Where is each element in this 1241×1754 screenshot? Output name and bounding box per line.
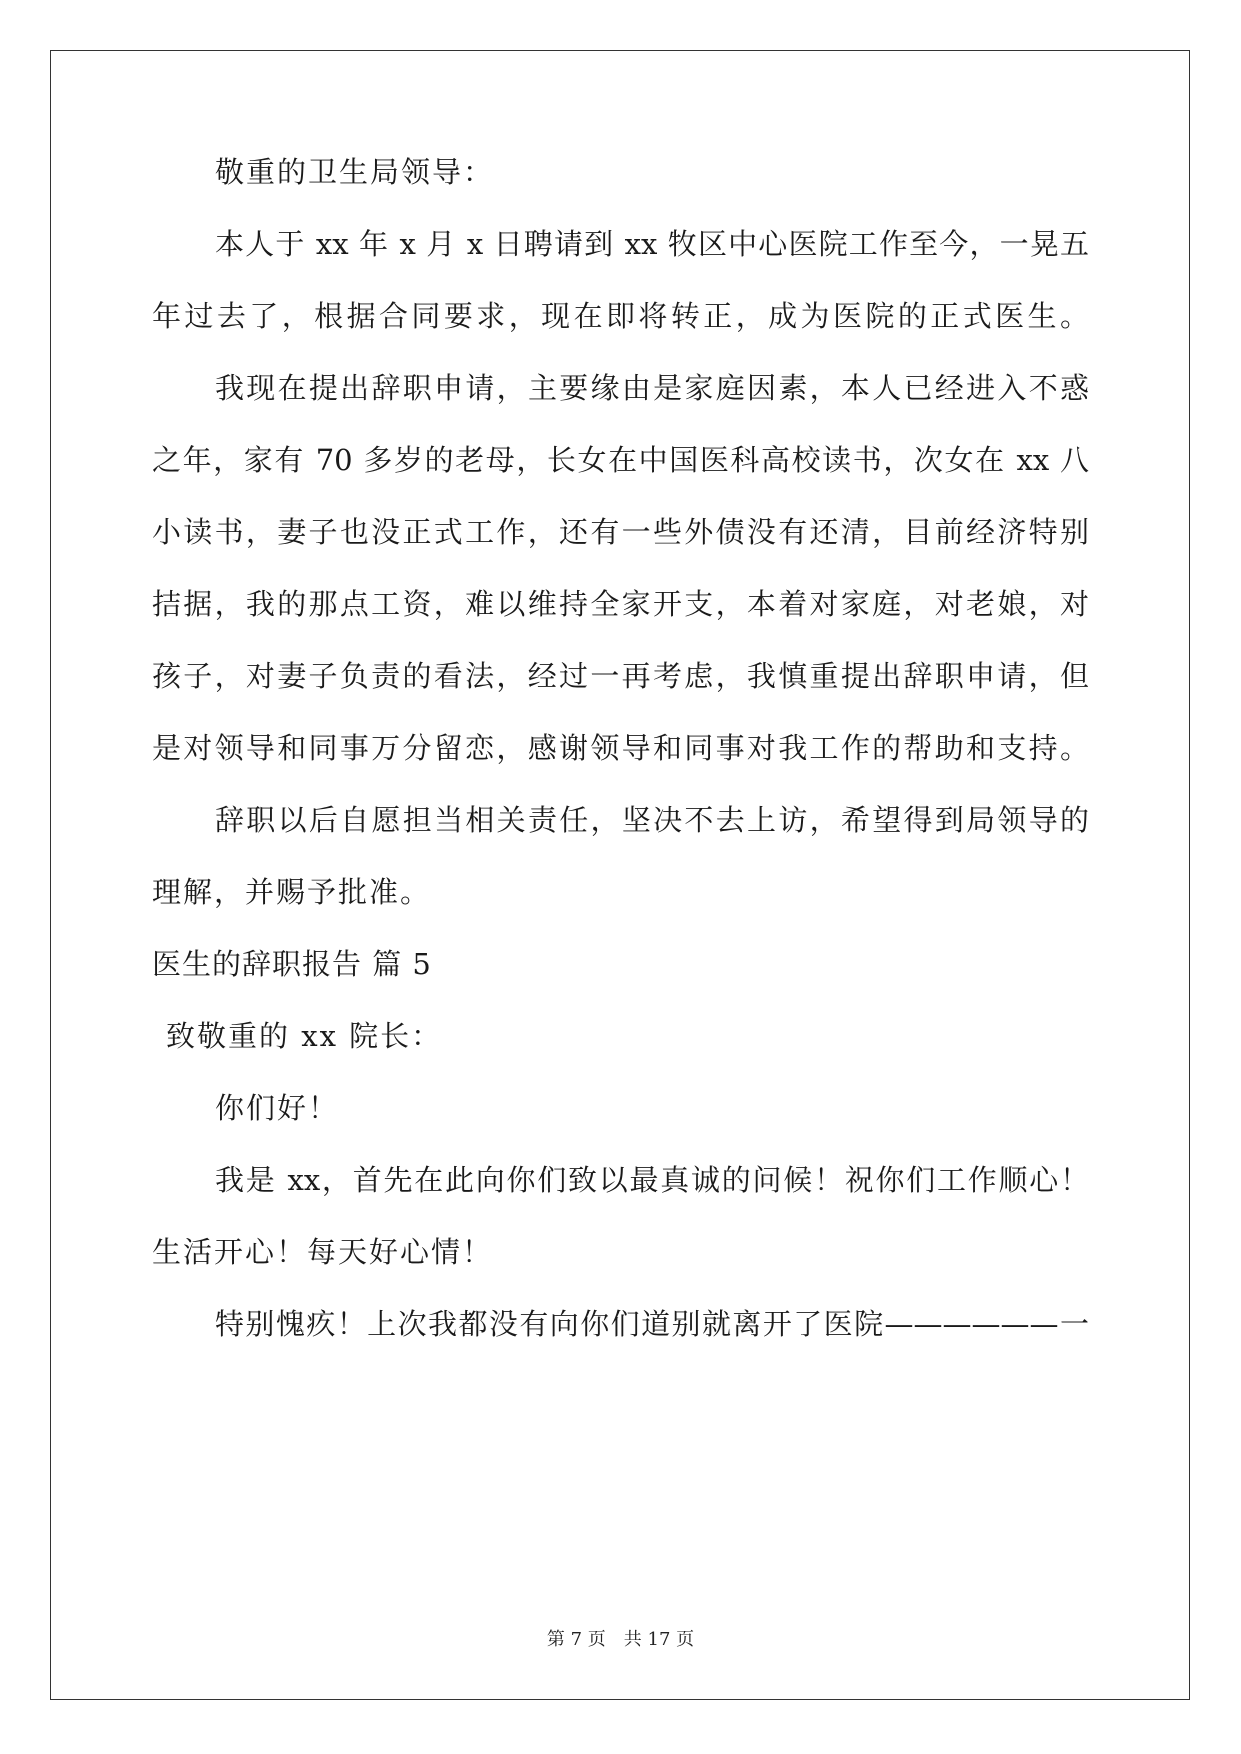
- salutation-health-bureau: 敬重的卫生局领导：: [215, 155, 495, 189]
- body-line-1: 本人于 xx 年 x 月 x 日聘请到 xx 牧区中心医院工作至今，一晃五: [215, 227, 1089, 261]
- body-line-5: 小读书，妻子也没正式工作，还有一些外债没有还清，目前经济特别: [152, 515, 1089, 549]
- body-line-10: 理解，并赐予批准。: [152, 875, 432, 909]
- body-line-13: 特别愧疚！上次我都没有向你们道别就离开了医院——————一: [215, 1307, 1089, 1341]
- salutation-dean: 致敬重的 xx 院长：: [166, 1019, 443, 1053]
- body-line-6: 拮据，我的那点工资，难以维持全家开支，本着对家庭，对老娘，对: [152, 587, 1089, 621]
- body-line-11: 我是 xx，首先在此向你们致以最真诚的问候！祝你们工作顺心！: [215, 1163, 1089, 1197]
- body-line-12: 生活开心！每天好心情！: [152, 1235, 494, 1269]
- body-line-7: 孩子，对妻子负责的看法，经过一再考虑，我慎重提出辞职申请，但: [152, 659, 1089, 693]
- body-line-8: 是对领导和同事万分留恋，感谢领导和同事对我工作的帮助和支持。: [152, 731, 1089, 765]
- body-line-3: 我现在提出辞职申请，主要缘由是家庭因素，本人已经进入不惑: [215, 371, 1089, 405]
- page-number: 第 7 页 共 17 页: [546, 1629, 695, 1650]
- greeting-line: 你们好！: [215, 1091, 340, 1125]
- body-line-2: 年过去了，根据合同要求，现在即将转正，成为医院的正式医生。: [152, 299, 1089, 333]
- section-heading: 医生的辞职报告 篇 5: [152, 947, 432, 981]
- body-line-9: 辞职以后自愿担当相关责任，坚决不去上访，希望得到局领导的: [215, 803, 1089, 837]
- body-line-4: 之年，家有 70 多岁的老母，长女在中国医科高校读书，次女在 xx 八: [152, 443, 1089, 477]
